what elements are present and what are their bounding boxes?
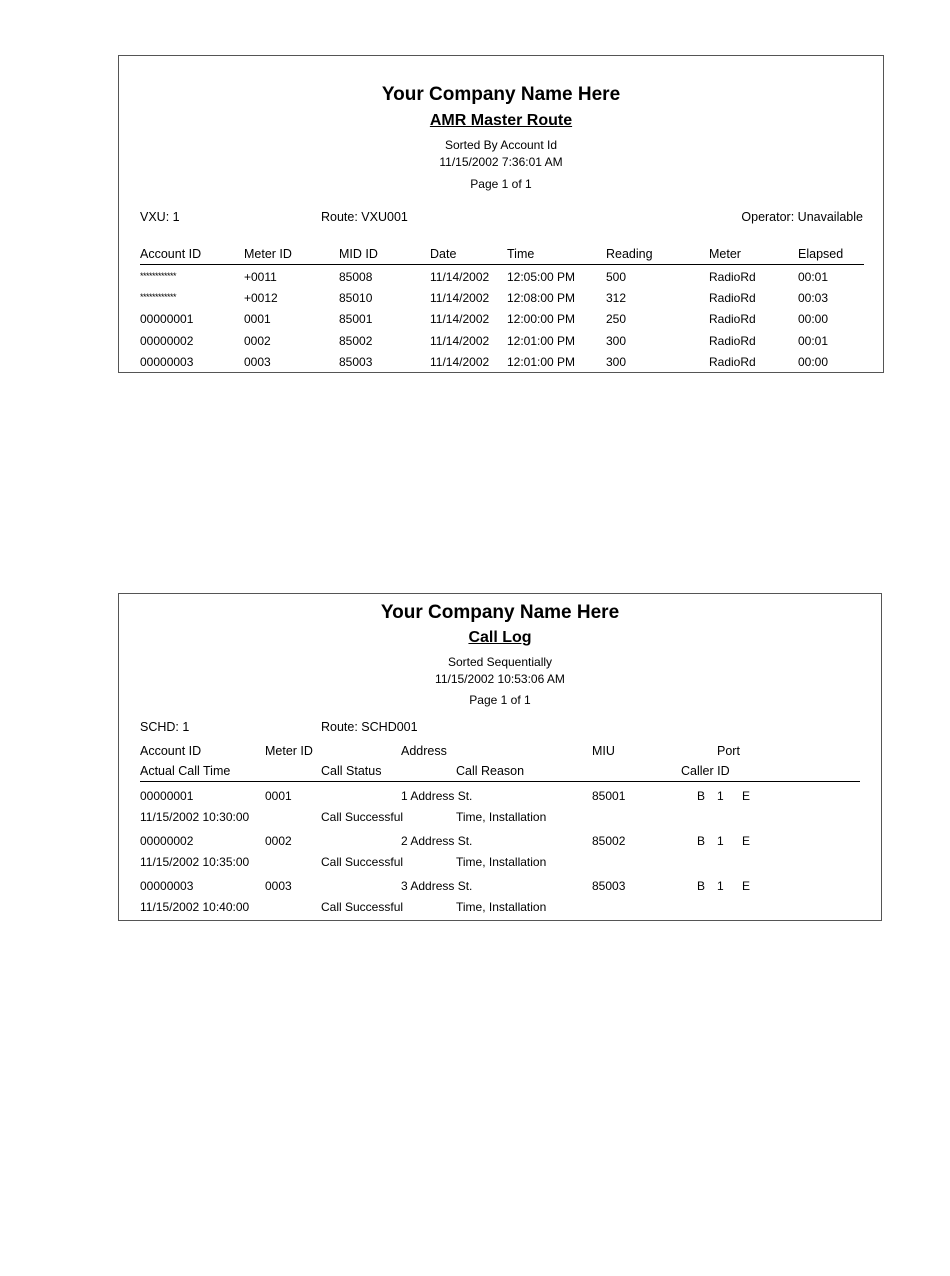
cell-account-id: 00000001 xyxy=(140,312,194,326)
cell-elapsed: 00:03 xyxy=(798,291,829,305)
cell-elapsed: 00:01 xyxy=(798,334,829,348)
page-number: Page 1 of 1 xyxy=(469,693,531,707)
cell-account-id: ************ xyxy=(140,292,177,302)
cell-meter-id: +0011 xyxy=(244,270,277,284)
cell-meter-id: 0001 xyxy=(265,789,292,803)
cell-time: 12:05:00 PM xyxy=(507,270,576,284)
cell-account-id: 00000003 xyxy=(140,879,194,893)
cell-miu: 85003 xyxy=(592,879,626,893)
operator-label: Operator: Unavailable xyxy=(741,210,863,224)
column-header-meter-id: Meter ID xyxy=(244,247,292,261)
cell-account-id: 00000002 xyxy=(140,334,194,348)
cell-meter-id: 0003 xyxy=(265,879,292,893)
cell-reading: 250 xyxy=(606,312,627,326)
cell-call-reason: Time, Installation xyxy=(456,810,547,824)
cell-miu: 85002 xyxy=(592,834,626,848)
cell-meter: RadioRd xyxy=(709,270,756,284)
cell-reading: 312 xyxy=(606,291,627,305)
cell-port-e: E xyxy=(742,879,751,893)
cell-elapsed: 00:01 xyxy=(798,270,829,284)
company-name: Your Company Name Here xyxy=(381,84,621,105)
cell-port-e: E xyxy=(742,834,751,848)
cell-actual-call-time: 11/15/2002 10:35:00 xyxy=(140,855,250,869)
cell-time: 12:00:00 PM xyxy=(507,312,576,326)
column-header-port: Port xyxy=(717,744,740,758)
amr-master-route-report xyxy=(118,55,884,373)
column-header-account-id: Account ID xyxy=(140,247,202,261)
cell-port-number: 1 xyxy=(717,789,724,803)
cell-call-reason: Time, Installation xyxy=(456,900,547,914)
column-header-meter: Meter xyxy=(709,247,741,261)
header-rule xyxy=(140,264,864,265)
column-header-account-id: Account ID xyxy=(140,744,202,758)
column-header-actual-call-time: Actual Call Time xyxy=(140,764,231,778)
cell-port-b: B xyxy=(697,789,706,803)
cell-account-id: 00000002 xyxy=(140,834,194,848)
page-number: Page 1 of 1 xyxy=(470,177,532,191)
cell-port-number: 1 xyxy=(717,879,724,893)
column-header-call-reason: Call Reason xyxy=(456,764,525,778)
cell-address: 3 Address St. xyxy=(401,879,473,893)
cell-mid-id: 85002 xyxy=(339,334,373,348)
cell-actual-call-time: 11/15/2002 10:40:00 xyxy=(140,900,250,914)
cell-reading: 300 xyxy=(606,334,627,348)
cell-elapsed: 00:00 xyxy=(798,312,829,326)
cell-date: 11/14/2002 xyxy=(430,334,490,348)
call-log-report xyxy=(118,593,882,921)
cell-reading: 500 xyxy=(606,270,627,284)
column-header-call-status: Call Status xyxy=(321,764,382,778)
column-header-address: Address xyxy=(401,744,447,758)
schd-label: SCHD: 1 xyxy=(140,720,190,734)
sort-order: Sorted By Account Id xyxy=(444,138,558,152)
cell-mid-id: 85001 xyxy=(339,312,373,326)
cell-account-id: 00000001 xyxy=(140,789,194,803)
column-header-time: Time xyxy=(507,247,535,261)
cell-call-status: Call Successful xyxy=(321,900,404,914)
report-title: Call Log xyxy=(468,629,532,646)
cell-meter-id: 0002 xyxy=(265,834,292,848)
cell-account-id: ************ xyxy=(140,271,177,281)
report-timestamp: 11/15/2002 10:53:06 AM xyxy=(435,672,565,686)
cell-elapsed: 00:00 xyxy=(798,355,829,369)
vxu-label: VXU: 1 xyxy=(140,210,180,224)
company-name: Your Company Name Here xyxy=(380,602,620,623)
column-header-meter-id: Meter ID xyxy=(265,744,313,758)
column-header-date: Date xyxy=(430,247,457,261)
cell-time: 12:01:00 PM xyxy=(507,355,576,369)
cell-address: 1 Address St. xyxy=(401,789,473,803)
cell-date: 11/14/2002 xyxy=(430,355,490,369)
cell-call-status: Call Successful xyxy=(321,810,404,824)
cell-call-status: Call Successful xyxy=(321,855,404,869)
cell-port-b: B xyxy=(697,834,706,848)
sort-order: Sorted Sequentially xyxy=(447,655,553,669)
cell-reading: 300 xyxy=(606,355,627,369)
cell-port-e: E xyxy=(742,789,751,803)
cell-meter-id: 0001 xyxy=(244,312,271,326)
cell-date: 11/14/2002 xyxy=(430,312,490,326)
cell-meter: RadioRd xyxy=(709,334,756,348)
column-header-miu: MIU xyxy=(592,744,615,758)
report-timestamp: 11/15/2002 7:36:01 AM xyxy=(439,155,563,169)
cell-date: 11/14/2002 xyxy=(430,291,490,305)
cell-port-number: 1 xyxy=(717,834,724,848)
cell-meter: RadioRd xyxy=(709,355,756,369)
cell-actual-call-time: 11/15/2002 10:30:00 xyxy=(140,810,250,824)
column-header-caller-id: Caller ID xyxy=(681,764,730,778)
cell-time: 12:01:00 PM xyxy=(507,334,576,348)
cell-account-id: 00000003 xyxy=(140,355,194,369)
column-header-mid-id: MID ID xyxy=(339,247,378,261)
cell-mid-id: 85010 xyxy=(339,291,373,305)
route-label: Route: VXU001 xyxy=(321,210,408,224)
cell-mid-id: 85003 xyxy=(339,355,373,369)
cell-date: 11/14/2002 xyxy=(430,270,490,284)
route-label: Route: SCHD001 xyxy=(321,720,418,734)
report-title: AMR Master Route xyxy=(429,112,573,129)
header-rule xyxy=(140,781,860,782)
column-header-elapsed: Elapsed xyxy=(798,247,844,261)
cell-meter-id: 0002 xyxy=(244,334,271,348)
cell-call-reason: Time, Installation xyxy=(456,855,547,869)
cell-address: 2 Address St. xyxy=(401,834,473,848)
cell-meter-id: +0012 xyxy=(244,291,278,305)
cell-mid-id: 85008 xyxy=(339,270,373,284)
column-header-reading: Reading xyxy=(606,247,653,261)
cell-meter: RadioRd xyxy=(709,291,756,305)
cell-time: 12:08:00 PM xyxy=(507,291,576,305)
cell-meter: RadioRd xyxy=(709,312,756,326)
cell-meter-id: 0003 xyxy=(244,355,271,369)
cell-miu: 85001 xyxy=(592,789,626,803)
cell-port-b: B xyxy=(697,879,706,893)
